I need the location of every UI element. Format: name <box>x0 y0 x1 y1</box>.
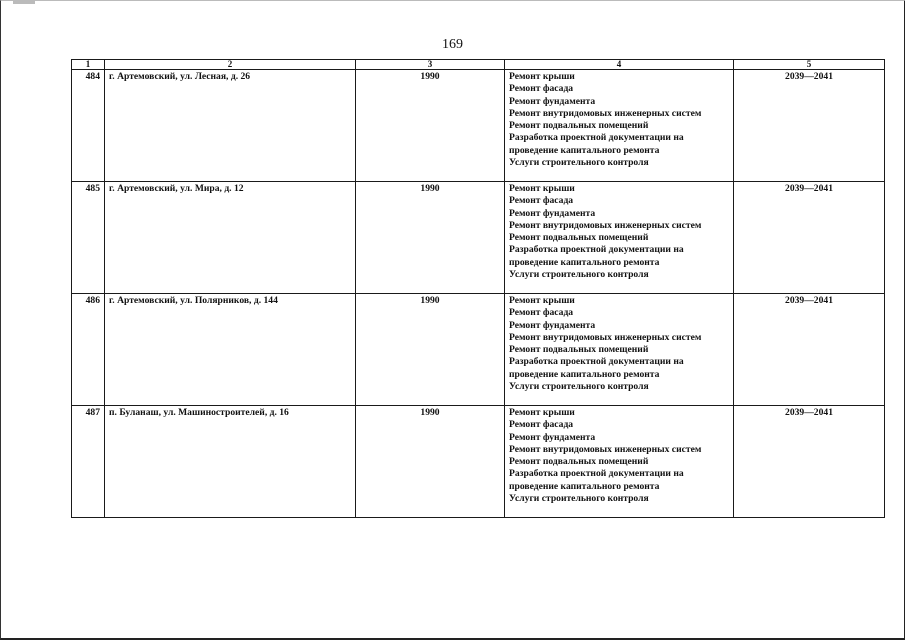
work-item: Ремонт внутридомовых инженерных систем <box>509 107 702 119</box>
build-year: 1990 <box>356 294 505 406</box>
work-item: Ремонт внутридомовых инженерных систем <box>509 443 702 455</box>
row-number: 487 <box>72 406 105 518</box>
work-item: Услуги строительного контроля <box>509 157 649 169</box>
works-list <box>505 406 734 518</box>
works-list <box>505 182 734 294</box>
work-item: Ремонт крыши <box>509 183 575 194</box>
work-item: Ремонт фасада <box>509 307 574 319</box>
work-item: Услуги строительного контроля <box>509 493 649 505</box>
work-item: Разработка проектной документации на <box>509 132 684 144</box>
table-row <box>72 406 885 518</box>
building-address: п. Буланаш, ул. Машиностроителей, д. 16 <box>105 406 356 518</box>
works-list <box>505 70 734 182</box>
table-header-row <box>72 60 885 70</box>
work-item: Ремонт фундамента <box>509 207 596 219</box>
work-item: Ремонт подвальных помещений <box>509 232 649 244</box>
column-header: 3 <box>356 60 505 70</box>
column-header: 5 <box>734 60 885 70</box>
work-item: Ремонт фасада <box>509 195 574 207</box>
works-list <box>505 294 734 406</box>
work-item: Ремонт фундамента <box>509 319 596 331</box>
work-item: проведение капитального ремонта <box>509 368 660 380</box>
column-header: 4 <box>505 60 734 70</box>
table-row <box>72 182 885 294</box>
build-year: 1990 <box>356 182 505 294</box>
work-item: Ремонт фасада <box>509 83 574 95</box>
table-row <box>72 70 885 182</box>
work-item: Ремонт подвальных помещений <box>509 456 649 468</box>
repair-period: 2039—2041 <box>734 294 885 406</box>
build-year: 1990 <box>356 70 505 182</box>
repair-schedule-table <box>71 59 885 518</box>
work-item: Ремонт крыши <box>509 71 575 82</box>
work-item: Ремонт фасада <box>509 419 574 431</box>
repair-period: 2039—2041 <box>734 70 885 182</box>
column-header: 2 <box>105 60 356 70</box>
work-item: Разработка проектной документации на <box>509 468 684 480</box>
building-address: г. Артемовский, ул. Мира, д. 12 <box>105 182 356 294</box>
building-address: г. Артемовский, ул. Полярников, д. 144 <box>105 294 356 406</box>
work-item: проведение капитального ремонта <box>509 480 660 492</box>
work-item: проведение капитального ремонта <box>509 256 660 268</box>
build-year: 1990 <box>356 406 505 518</box>
work-item: Ремонт внутридомовых инженерных систем <box>509 331 702 343</box>
work-item: Ремонт фундамента <box>509 95 596 107</box>
work-item: Ремонт внутридомовых инженерных систем <box>509 219 702 231</box>
row-number: 485 <box>72 182 105 294</box>
scan-edge-mark <box>13 1 35 4</box>
page-number: 169 <box>442 37 463 52</box>
row-number: 484 <box>72 70 105 182</box>
work-item: Ремонт крыши <box>509 407 575 418</box>
work-item: проведение капитального ремонта <box>509 144 660 156</box>
work-item: Ремонт подвальных помещений <box>509 120 649 132</box>
work-item: Ремонт фундамента <box>509 431 596 443</box>
building-address: г. Артемовский, ул. Лесная, д. 26 <box>105 70 356 182</box>
row-number: 486 <box>72 294 105 406</box>
table-row <box>72 294 885 406</box>
repair-period: 2039—2041 <box>734 406 885 518</box>
repair-period: 2039—2041 <box>734 182 885 294</box>
work-item: Ремонт крыши <box>509 295 575 306</box>
work-item: Разработка проектной документации на <box>509 244 684 256</box>
work-item: Услуги строительного контроля <box>509 269 649 281</box>
work-item: Разработка проектной документации на <box>509 356 684 368</box>
work-item: Услуги строительного контроля <box>509 381 649 393</box>
column-header: 1 <box>72 60 105 70</box>
work-item: Ремонт подвальных помещений <box>509 344 649 356</box>
